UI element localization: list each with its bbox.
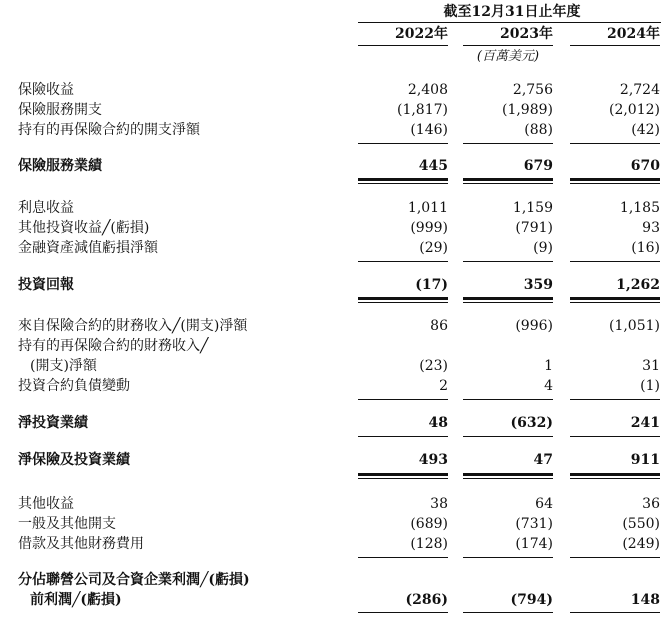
total-rule <box>570 297 660 300</box>
cell-2023: 679 <box>523 158 553 174</box>
subtotal-rule <box>358 436 448 437</box>
cell-2024: 2,724 <box>619 82 660 98</box>
cell-2023: (731) <box>515 516 553 532</box>
cell-2024: 670 <box>630 158 660 174</box>
subtotal-rule <box>358 143 448 144</box>
unit-label: (百萬美元) <box>476 49 540 64</box>
cell-2024: (42) <box>631 122 660 138</box>
subtotal-rule <box>358 612 448 613</box>
cell-2022: (689) <box>410 516 448 532</box>
cell-2023: 359 <box>523 277 553 293</box>
total-rule <box>463 302 553 303</box>
subtotal-rule <box>570 143 660 144</box>
total-rule <box>570 478 660 479</box>
cell-2024: (550) <box>622 516 660 532</box>
subtotal-rule <box>463 557 553 558</box>
row-label-total: 淨保險及投資業績 <box>18 452 130 468</box>
cell-2024: 911 <box>630 452 660 468</box>
subtotal-rule <box>358 399 448 400</box>
row-label: 利息收益 <box>18 200 74 216</box>
row-label: 借款及其他財務費用 <box>18 536 144 552</box>
cell-2022: 48 <box>428 415 448 431</box>
cell-2022: (146) <box>410 122 448 138</box>
cell-2022: (128) <box>410 536 448 552</box>
row-label: 持有的再保險合約的財務收入╱ <box>18 338 209 354</box>
subtotal-rule <box>570 399 660 400</box>
cell-2023: (632) <box>510 415 553 431</box>
cell-2023: 4 <box>544 378 553 394</box>
total-rule <box>570 178 660 181</box>
row-label: 投資合約負債變動 <box>18 378 130 394</box>
cell-2024: 148 <box>630 592 660 608</box>
cell-2023: 64 <box>535 496 553 512</box>
subtotal-rule <box>463 261 553 262</box>
row-label-total: 淨投資業績 <box>18 415 88 431</box>
year-2023-header: 2023年 <box>500 26 553 42</box>
cell-2023: (174) <box>515 536 553 552</box>
cell-2022: 38 <box>430 496 448 512</box>
cell-2023: (794) <box>510 592 553 608</box>
subtotal-rule <box>358 261 448 262</box>
cell-2023: (9) <box>533 240 553 256</box>
total-rule <box>570 302 660 303</box>
cell-2024: (1,051) <box>608 318 660 334</box>
cell-2024: 1,185 <box>619 200 660 216</box>
cell-2022: (29) <box>419 240 448 256</box>
cell-2023: (996) <box>515 318 553 334</box>
cell-2024: 1,262 <box>616 277 660 293</box>
cell-2022: (23) <box>419 358 448 374</box>
year-rule-2024 <box>570 45 660 46</box>
header-rule <box>358 22 661 23</box>
row-label: 一般及其他開支 <box>18 516 116 532</box>
total-rule <box>463 478 553 479</box>
cell-2023: (88) <box>524 122 553 138</box>
subtotal-rule <box>570 436 660 437</box>
cell-2024: 36 <box>642 496 660 512</box>
subtotal-rule <box>463 399 553 400</box>
row-label-total: 投資回報 <box>18 277 74 293</box>
cell-2022: 86 <box>430 318 448 334</box>
cell-2022: 2,408 <box>407 82 448 98</box>
cell-2024: 241 <box>630 415 660 431</box>
cell-2022: (286) <box>405 592 448 608</box>
total-rule <box>463 473 553 476</box>
total-rule <box>358 297 448 300</box>
total-rule <box>358 178 448 181</box>
subtotal-rule <box>463 143 553 144</box>
row-label-total: 分佔聯營公司及合資企業利潤╱(虧損) <box>18 572 250 588</box>
cell-2024: (1) <box>640 378 660 394</box>
cell-2022: 1,011 <box>407 200 448 216</box>
subtotal-rule <box>570 261 660 262</box>
cell-2023: 1,159 <box>512 200 553 216</box>
cell-2022: (999) <box>410 220 448 236</box>
total-rule <box>358 473 448 476</box>
row-label: 金融資產減值虧損淨額 <box>18 240 158 256</box>
cell-2024: (2,012) <box>608 102 660 118</box>
total-rule <box>463 183 553 184</box>
subtotal-rule <box>463 436 553 437</box>
year-rule-2023 <box>463 45 553 46</box>
total-rule <box>358 302 448 303</box>
total-rule <box>358 183 448 184</box>
cell-2022: 2 <box>439 378 448 394</box>
cell-2024: 93 <box>642 220 660 236</box>
cell-2024: 31 <box>642 358 660 374</box>
year-rule-2022 <box>358 45 448 46</box>
cell-2022: (17) <box>415 277 448 293</box>
cell-2022: 493 <box>418 452 448 468</box>
row-label: 保險收益 <box>18 82 74 98</box>
cell-2022: 445 <box>418 158 448 174</box>
subtotal-rule <box>358 557 448 558</box>
cell-2023: (791) <box>515 220 553 236</box>
row-label-total: 保險服務業績 <box>18 158 102 174</box>
cell-2024: (16) <box>631 240 660 256</box>
row-label: 持有的再保險合約的開支淨額 <box>18 122 200 138</box>
cell-2024: (249) <box>622 536 660 552</box>
total-rule <box>463 178 553 181</box>
total-rule <box>358 478 448 479</box>
row-label: 來自保險合約的財務收入╱(開支)淨額 <box>18 318 248 334</box>
subtotal-rule <box>463 612 553 613</box>
row-label: 其他投資收益╱(虧損) <box>18 220 150 236</box>
total-rule <box>463 297 553 300</box>
cell-2022: (1,817) <box>396 102 448 118</box>
cell-2023: (1,989) <box>501 102 553 118</box>
total-rule <box>570 183 660 184</box>
row-label-total-continued: 前利潤╱(虧損) <box>30 592 122 608</box>
year-2022-header: 2022年 <box>395 26 448 42</box>
row-label: 其他收益 <box>18 496 74 512</box>
cell-2023: 47 <box>533 452 553 468</box>
cell-2023: 2,756 <box>512 82 553 98</box>
year-2024-header: 2024年 <box>607 26 660 42</box>
subtotal-rule <box>570 612 660 613</box>
row-label-continued: (開支)淨額 <box>30 358 97 374</box>
cell-2023: 1 <box>544 358 553 374</box>
total-rule <box>570 473 660 476</box>
subtotal-rule <box>570 557 660 558</box>
period-header: 截至12月31日止年度 <box>443 4 581 20</box>
row-label: 保險服務開支 <box>18 102 102 118</box>
